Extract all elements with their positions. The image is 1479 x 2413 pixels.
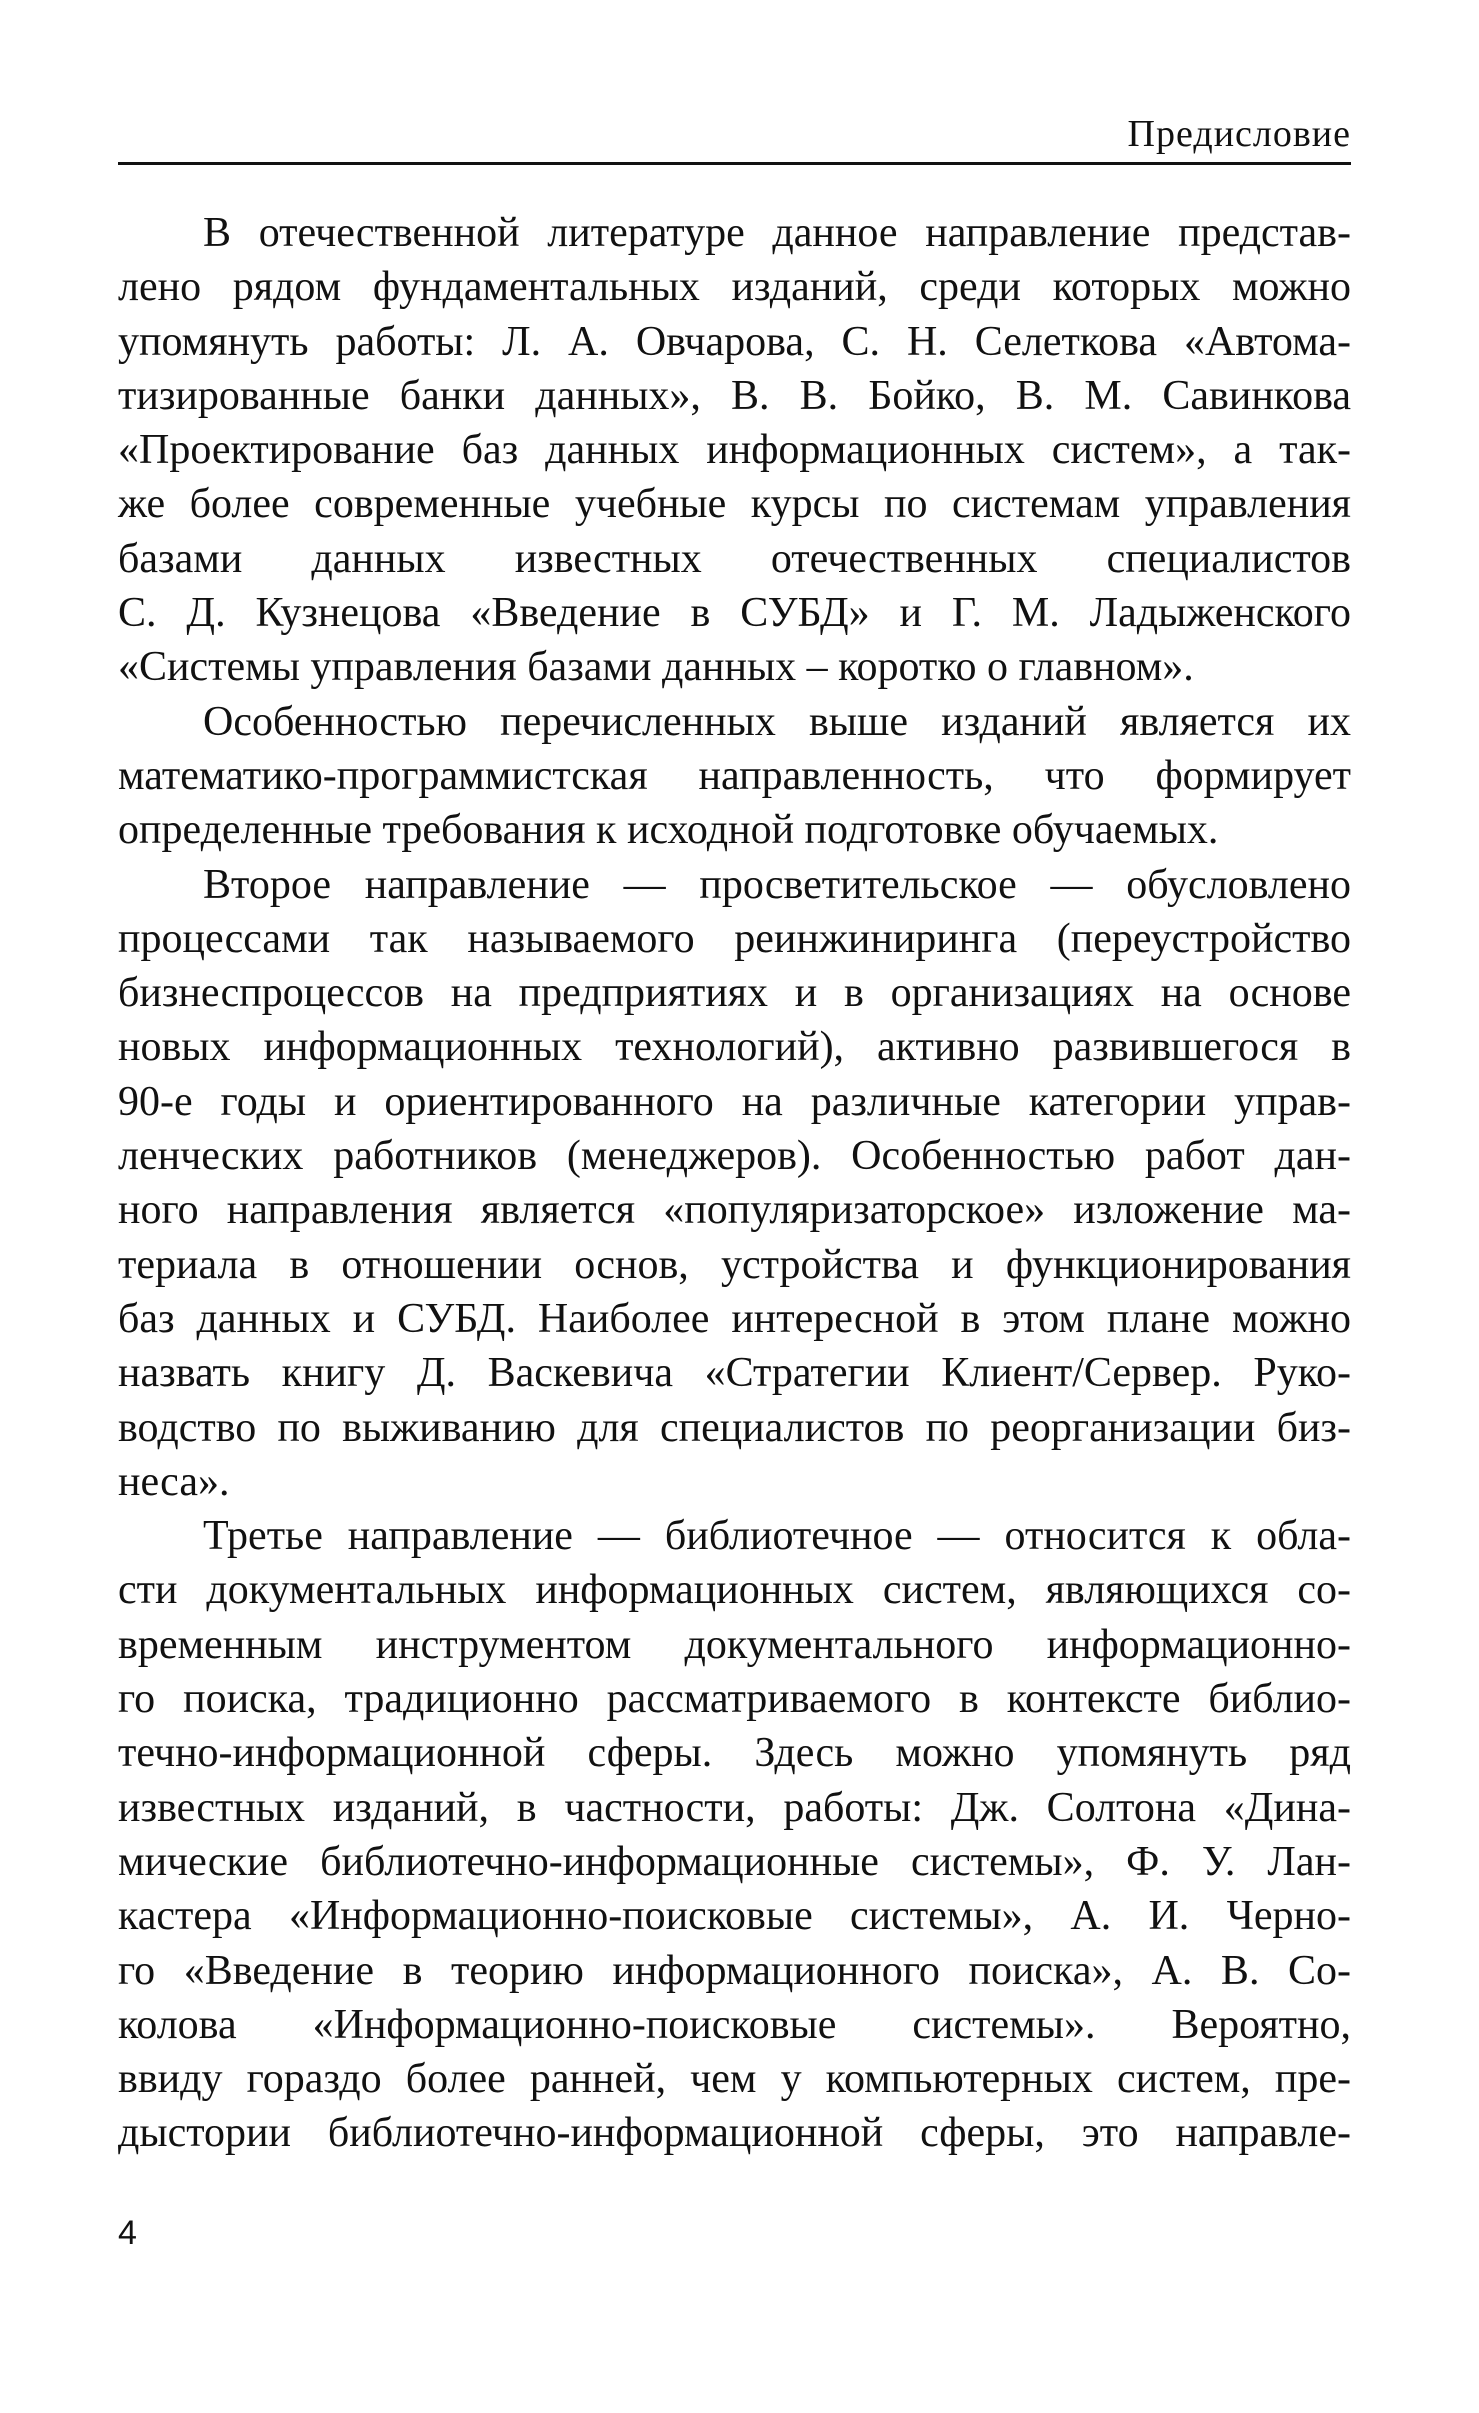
text-line: баз данных и СУБД. Наиболее интересной в этом плане можно — [118, 1295, 1351, 1342]
text-line: «Системы управления базами данных – коротко о главном». — [118, 644, 1194, 691]
text-line: ввиду гораздо более ранней, чем у компьютерных систем, пре- — [118, 2056, 1351, 2103]
text-line: С. Д. Кузнецова «Введение в СУБД» и Г. М. Ладыженского — [118, 590, 1351, 637]
running-head-title: Предисловие — [1127, 113, 1351, 155]
text-line: териала в отношении основ, устройства и функционирования — [118, 1241, 1351, 1288]
text-line: определенные требования к исходной подготовке обучаемых. — [118, 807, 1219, 854]
text-line: математико-программистская направленность, что формирует — [118, 752, 1351, 799]
text-line: мические библиотечно-информационные системы», Ф. У. Лан- — [118, 1838, 1351, 1885]
text-line: сти документальных информационных систем, являющихся со- — [118, 1567, 1351, 1614]
text-line: течно-информационной сферы. Здесь можно упомянуть ряд — [118, 1730, 1351, 1777]
body-text — [118, 206, 1351, 2161]
text-line: дыстории библиотечно-информационной сферы, это направле- — [118, 2110, 1351, 2157]
text-line: кастера «Информационно-поисковые системы», А. И. Черно- — [118, 1893, 1351, 1940]
text-line: временным инструментом документального информационно- — [118, 1621, 1351, 1668]
text-line: 90-е годы и ориентированного на различные категории управ- — [118, 1078, 1351, 1125]
text-line: новых информационных технологий), активно развившегося в — [118, 1024, 1351, 1071]
text-line: процессами так называемого реинжиниринга (переустройство — [118, 915, 1351, 962]
text-line: же более современные учебные курсы по системам управления — [118, 481, 1351, 528]
text-line: известных изданий, в частности, работы: Дж. Солтона «Дина- — [118, 1784, 1351, 1831]
text-line: го поиска, традиционно рассматриваемого в контексте библио- — [118, 1676, 1351, 1723]
text-line: ного направления является «популяризаторское» изложение ма- — [118, 1187, 1351, 1234]
text-line: Третье направление — библиотечное — относится к обла- — [203, 1513, 1351, 1560]
text-line: колова «Информационно-поисковые системы». Вероятно, — [118, 2001, 1351, 2048]
text-line: ленческих работников (менеджеров). Особенностью работ дан- — [118, 1133, 1351, 1180]
text-line: водство по выживанию для специалистов по реорганизации биз- — [118, 1404, 1351, 1451]
text-line: упомянуть работы: Л. А. Овчарова, С. Н. Селеткова «Автома- — [118, 318, 1351, 365]
text-line: Особенностью перечисленных выше изданий является их — [203, 698, 1351, 745]
text-line: лено рядом фундаментальных изданий, среди которых можно — [118, 264, 1351, 311]
text-line: Второе направление — просветительское — обусловлено — [203, 861, 1351, 908]
text-line: неса». — [118, 1458, 230, 1505]
text-line: бизнеспроцессов на предприятиях и в организациях на основе — [118, 970, 1351, 1017]
text-line: В отечественной литературе данное направление представ- — [203, 210, 1351, 256]
text-line: тизированные банки данных», В. В. Бойко, В. М. Савинкова — [118, 372, 1351, 419]
header-rule — [118, 162, 1351, 165]
text-line: го «Введение в теорию информационного поиска», А. В. Со- — [118, 1947, 1351, 1994]
text-line: назвать книгу Д. Васкевича «Стратегии Клиент/Сервер. Руко- — [118, 1350, 1351, 1397]
page-number: 4 — [118, 2214, 137, 2252]
text-line: базами данных известных отечественных специалистов — [118, 535, 1351, 582]
text-line: «Проектирование баз данных информационных систем», а так- — [118, 427, 1351, 474]
